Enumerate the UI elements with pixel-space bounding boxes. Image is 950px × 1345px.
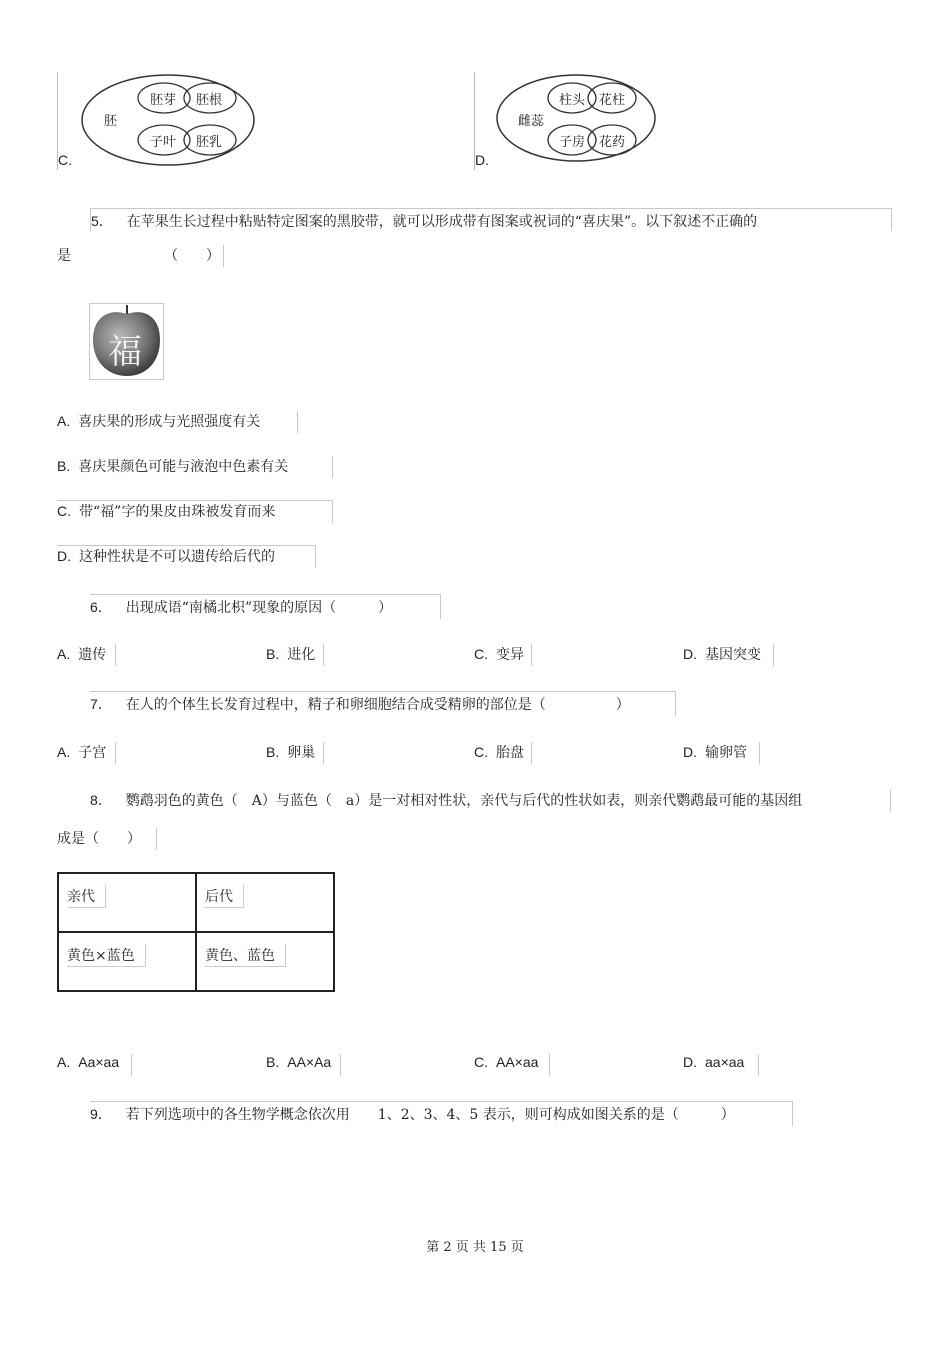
option-letter: B. [266,744,280,760]
question-7-option-b[interactable] [266,742,324,764]
option-text: 遗传 [78,647,107,663]
diagram-c-inner-3: 子叶 [150,135,177,150]
option-letter: C. [474,744,488,760]
table-header-cell [58,873,196,932]
diagram-c-inner-4: 胚乳 [196,135,223,150]
question-7-option-c[interactable] [474,742,532,764]
table-row [58,932,334,991]
option-text: 子宫 [78,745,107,761]
apple-image [89,303,164,380]
question-7-stem [90,691,676,716]
question-7-option-a[interactable] [57,742,116,764]
diagram-d-inner-3: 子房 [559,135,586,150]
question-6-option-b[interactable] [266,644,324,666]
option-letter: D. [683,646,697,662]
table-cell-parent: 黄色×蓝色 [67,944,146,967]
page-footer: 第 2 页 共 15 页 [426,1240,524,1255]
table-header-cell [196,873,334,932]
diagram-d [474,72,664,172]
option-text: 带“福”字的果皮由珠被发育而来 [79,504,276,520]
diagram-d-inner-4: 花药 [599,135,626,150]
table-header-offspring: 后代 [205,885,244,908]
option-text: AA×aa [496,1054,539,1070]
option-letter: A. [57,646,71,662]
option-letter: A. [57,1054,71,1070]
option-text: 这种性状是不可以遗传给后代的 [79,549,275,565]
option-text: 喜庆果的形成与光照强度有关 [78,414,261,430]
option-letter: A. [57,413,71,429]
table-header-parent: 亲代 [67,885,106,908]
apple-fu-character: 福 [108,332,142,372]
diagram-c [57,72,262,172]
option-letter: C. [474,646,488,662]
option-text: AA×Aa [287,1054,332,1070]
question-7-option-d[interactable] [683,742,760,764]
option-letter: B. [57,458,71,474]
question-5-option-d[interactable] [57,545,316,568]
question-8-option-d[interactable] [683,1054,759,1076]
question-5-number: 5． [91,213,113,229]
question-5-option-b[interactable] [57,456,333,478]
diagram-d-inner-1: 柱头 [559,93,586,108]
option-letter: C. [474,1054,488,1070]
question-8-number: 8． [90,792,112,808]
question-6-option-c[interactable] [474,644,532,666]
question-5-option-c[interactable] [57,500,333,523]
question-8-line1 [90,790,891,812]
option-text: 进化 [287,647,316,663]
question-8-text-cont: 成是（ ） [57,831,141,847]
question-8-line2 [57,828,157,850]
option-text: 胎盘 [496,745,524,761]
question-5-line2 [57,245,224,267]
option-text: Aa×aa [78,1054,120,1070]
option-letter: B. [266,646,280,662]
option-text: 变异 [496,647,524,663]
diagram-c-label: C. [58,152,72,168]
question-7-number: 7． [90,696,112,712]
question-9-number: 9． [90,1106,112,1122]
question-5-line1 [90,208,892,231]
option-text: 喜庆果颜色可能与液泡中色素有关 [78,459,289,475]
question-8-option-c[interactable] [474,1054,550,1076]
question-8-option-a[interactable] [57,1054,132,1076]
option-text: 基因突变 [705,647,761,663]
question-5-text: 在苹果生长过程中粘贴特定图案的黑胶带，就可以形成带有图案或祝词的“喜庆果”。以下叙述不正确的 [126,214,758,230]
diagram-d-graphic [474,72,664,172]
option-text: 输卵管 [705,745,747,761]
diagram-c-inner-1: 胚芽 [150,93,177,108]
diagram-d-inner-2: 花柱 [599,93,626,108]
option-letter: C. [57,503,71,519]
question-6-stem [90,594,441,619]
question-5-option-a[interactable] [57,411,298,433]
question-9-text: 若下列选项中的各生物学概念依次用 1、2、3、4、5 表示，则可构成如图关系的是（ ） [125,1107,735,1123]
diagram-d-label: D. [475,152,489,168]
question-8-option-b[interactable] [266,1054,341,1076]
option-letter: D. [683,1054,697,1070]
option-letter: D. [683,744,697,760]
question-6-number: 6． [90,599,112,615]
diagram-c-inner-2: 胚根 [196,93,223,108]
option-text: aa×aa [705,1054,745,1070]
diagram-d-outer-label: 雌蕊 [518,114,545,129]
table-cell [58,932,196,991]
question-8-text: 鹦鹉羽色的黄色（ A）与蓝色（ a）是一对相对性状，亲代与后代的性状如表，则亲代鹦鹉最可能的基因组 [125,793,803,809]
option-text: 卵巢 [287,745,316,761]
option-letter: B. [266,1054,280,1070]
table-header-row [58,873,334,932]
table-cell [196,932,334,991]
diagram-c-graphic [57,72,262,172]
question-6-option-d[interactable] [683,644,774,666]
parent-offspring-table [57,872,335,992]
question-6-option-a[interactable] [57,644,116,666]
diagram-c-outer-label: 胚 [104,114,118,129]
option-letter: D. [57,548,71,564]
question-9-stem [90,1101,793,1126]
option-letter: A. [57,744,71,760]
question-6-text: 出现成语“南橘北枳”现象的原因（ ） [125,600,393,616]
table-cell-offspring: 黄色、蓝色 [205,944,286,967]
question-5-text-cont: 是 [57,248,71,264]
question-5-paren: （ ） [164,248,220,264]
question-7-text: 在人的个体生长发育过程中，精子和卵细胞结合成受精卵的部位是（ ） [125,697,630,713]
